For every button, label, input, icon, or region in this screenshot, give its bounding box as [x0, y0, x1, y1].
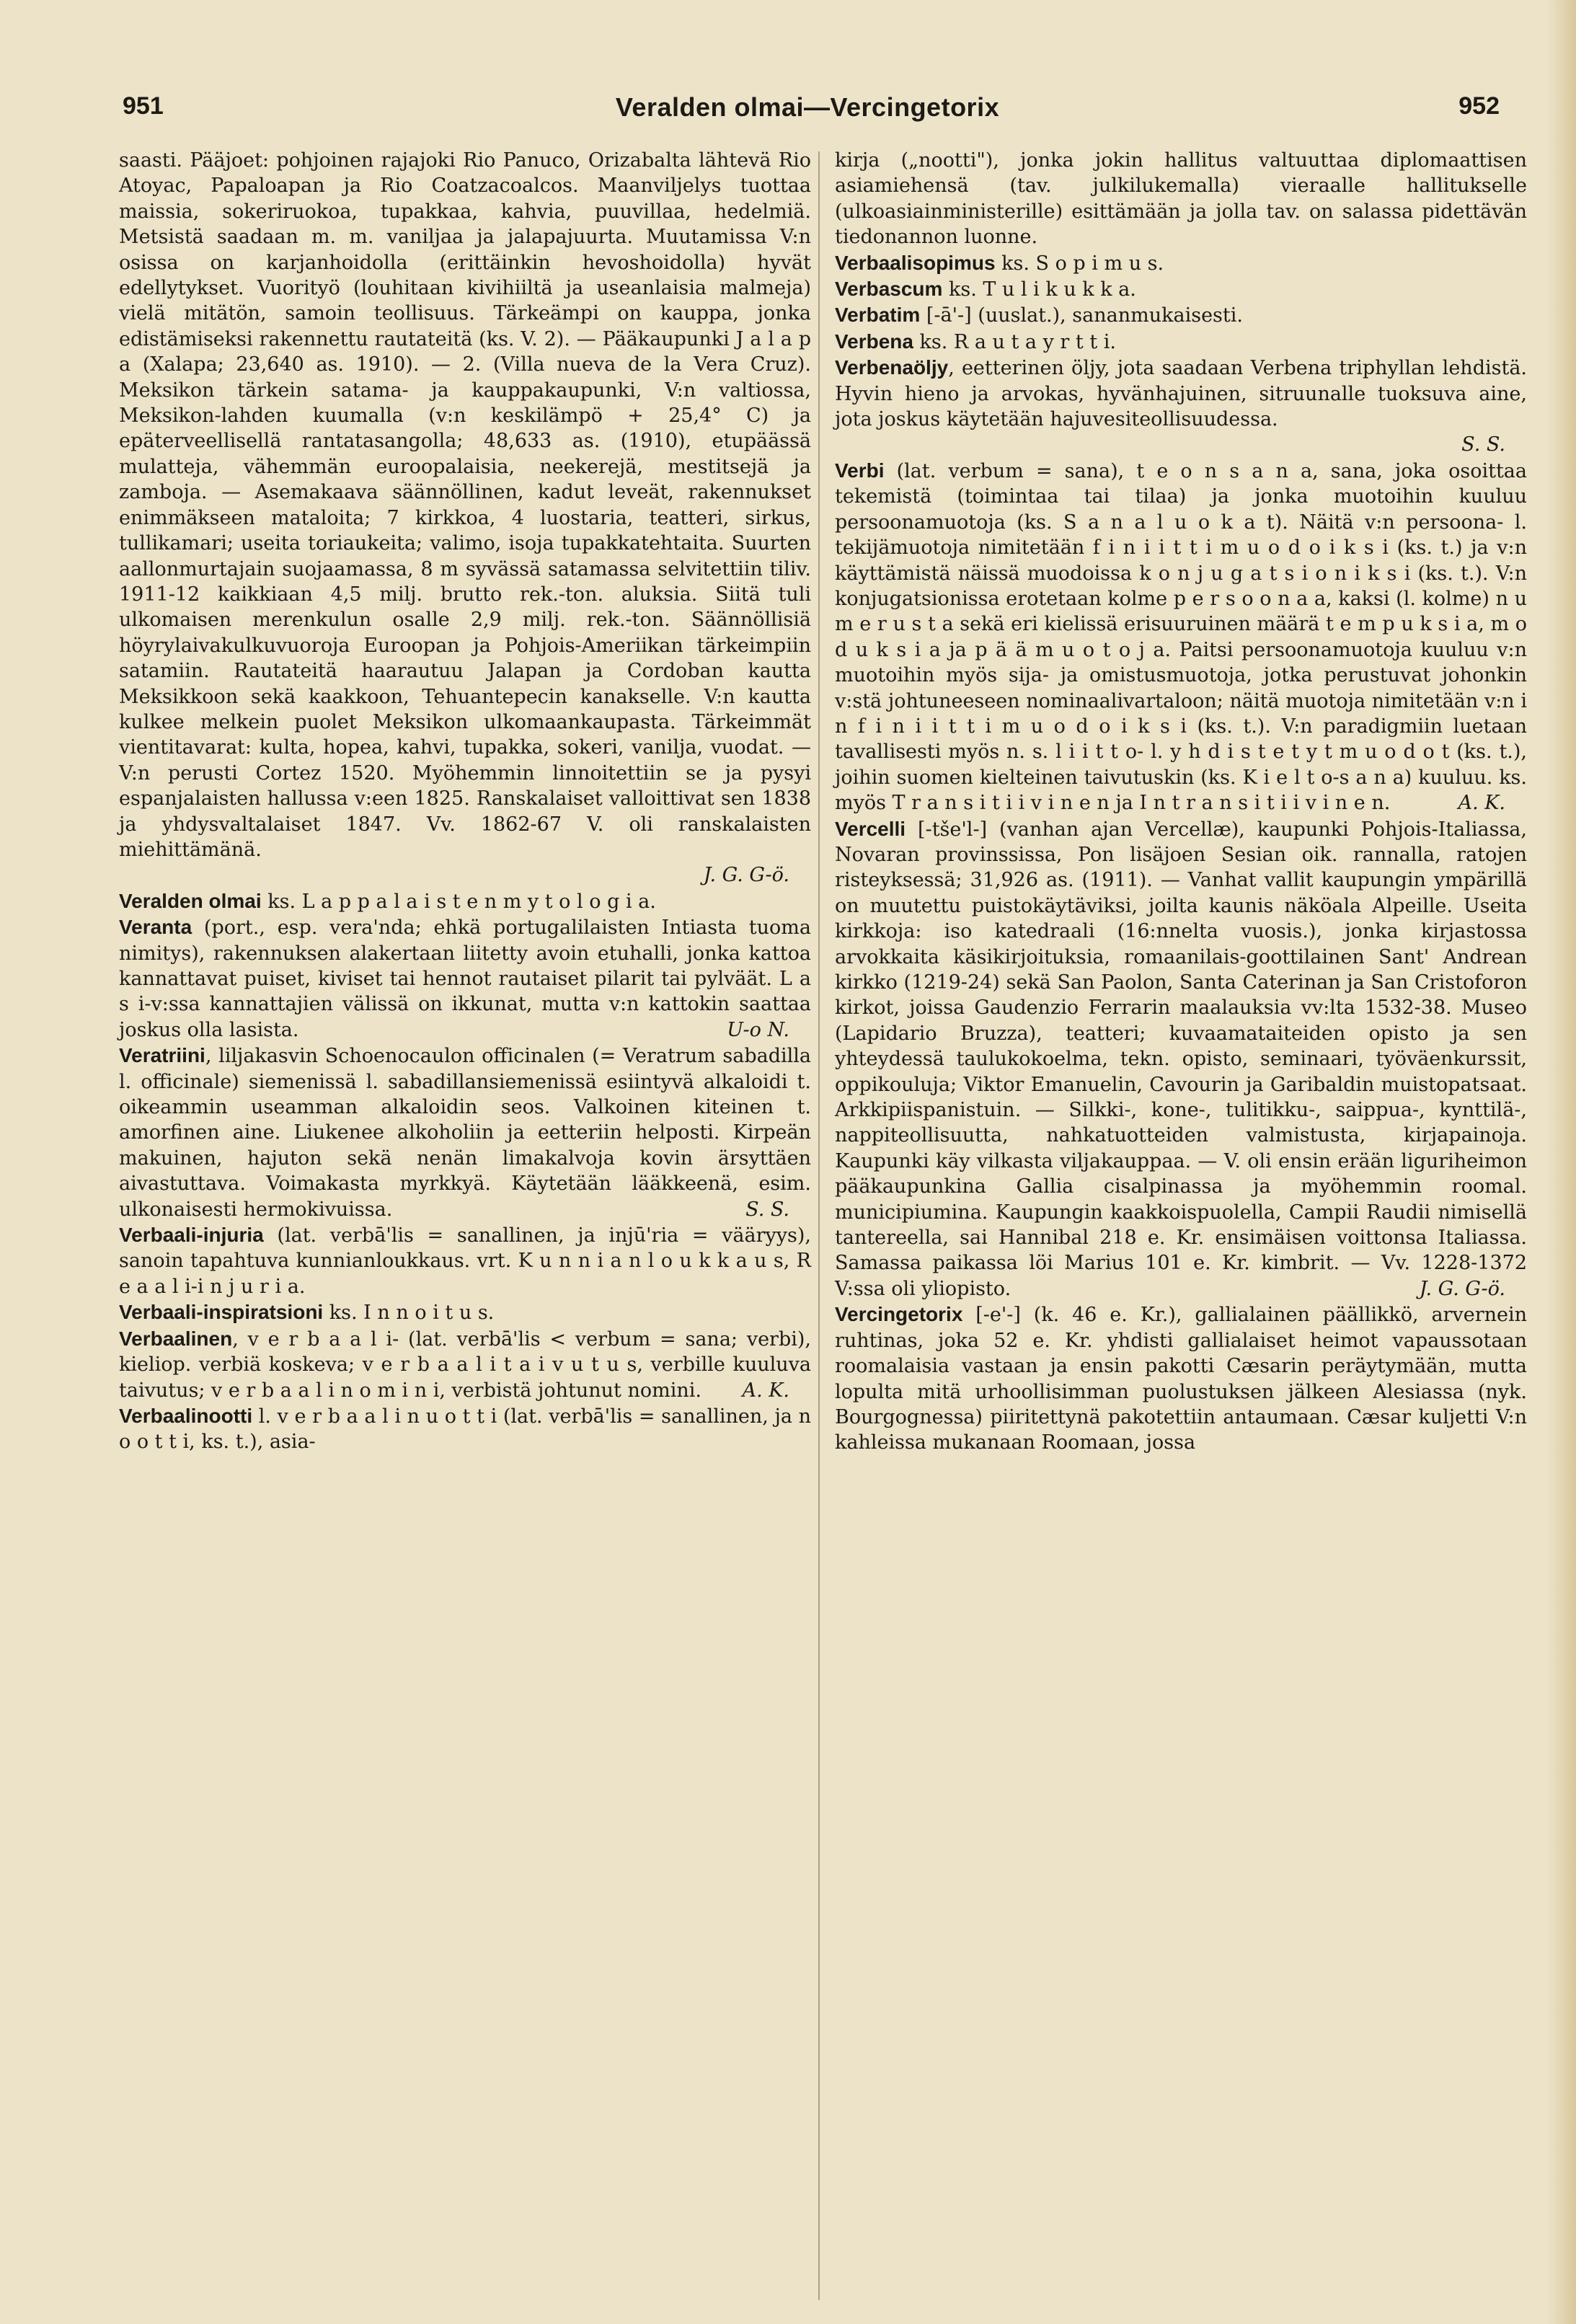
entry [119, 1299, 811, 1325]
entry-headword: Verbaalinootti [119, 1404, 253, 1427]
entry [835, 250, 1527, 276]
entry [119, 1326, 811, 1403]
column-divider [818, 151, 820, 2300]
entry-text: (lat. verbā'lis = sanallinen, ja injū'ria = vääryys), sanoin tapahtuva kunnianloukkaus. vrt. K u n n i a n l o u k k a u s, R e a a l i-i n j u r i a. [119, 1224, 811, 1298]
entry-text: , liljakasvin Schoenocaulon officinalen (= Veratrum sabadilla l. officinale) siemenissä l. sabadillansiemenissä esiintyvä alkaloidi t. oikeammin useamman alkaloidin seos. Valkoinen kiteinen t. amorfinen aine. Liukenee alkoholiin ja eetteriin helposti. Kirpeän makuinen, hajuton sekä nenän limakalvoja kovin ärsyttäen aivastuttava. Voimakasta myrkkyä. Käytetään lääkkeenä, esim. ulkonaisesti hermokivuissa. [119, 1045, 811, 1221]
entry-text: ks. S o p i m u s. [995, 252, 1164, 275]
signature: J. G. G-ö. [1419, 1277, 1505, 1300]
entry [835, 302, 1527, 328]
entry-continuation [119, 148, 811, 888]
signature: A. K. [742, 1379, 789, 1402]
entry-headword: Verbaalisopimus [835, 251, 996, 274]
left-column [119, 148, 811, 1455]
entry-headword: Verbena [835, 330, 913, 353]
page-number-left: 951 [123, 92, 164, 120]
page-number-right: 952 [1458, 92, 1500, 120]
entry [119, 1222, 811, 1299]
entry-headword: Verbaali-inspiratsioni [119, 1301, 324, 1324]
entry-headword: Veranta [119, 916, 192, 939]
entry-headword: Verbascum [835, 278, 943, 301]
entry-headword: Vercelli [835, 817, 906, 840]
entry-text: , eetterinen öljy, jota saadaan Verbena triphyllan lehdistä. Hyvin hieno ja arvokas, hyvänhajuinen, sitruunalle tuoksuva aine, jota joskus käytetään hajuvesiteollisuudessa. [835, 357, 1527, 431]
entry-text: [-e'-] (k. 46 e. Kr.), gallialainen päällikkö, arvernein ruhtinas, joka 52 e. Kr. yhdisti gallialaiset heimot vapaussotaan roomalaisia vastaan ja ensin pakotti Cæsarin peräytymään, mutta lopulta mitä urhoollisimman puolustuksen jälkeen Alesiassa (nyk. Bourgognessa) piiritettynä pakotettiin antaumaan. Cæsar kuljetti V:n kahleissa mukanaan Roomaan, jossa [835, 1304, 1527, 1454]
entry-text: (lat. verbum = sana), t e o n s a n a, sana, joka osoittaa tekemistä (toimintaa tai tilaa) ja jonka muotoihin kuuluu persoonamuotoja (ks. S a n a l u o k a t). Näitä v:n persoona- l. tekijämuotoja nimitetään f i n i i t t i m u o d o i k s i (ks. t.) ja v:n käyttämistä näissä muodoissa k o n j u g a t s i o n i k s i (ks. t.). V:n konjugatsionissa erotetaan kolme p e r s o o n a a, kaksi (l. kolme) n u m e r u s t a sekä eri kielissä erisuuruinen määrä t e m p u k s i a, m o d u k s i a ja p ä ä m u o t o j a. Paitsi persoonamuotoja kuuluu v:n muotoihin myös sija- ja omistusmuotoja, jotka perustuvat johonkin v:stä johtuneeseen nominaalivartaloon; näitä muotoja nimitetään v:n i n f i n i i t t i m u o d o i k s i (ks. t.). V:n paradigmiin luetaan tavallisesti myös n. s. l i i t t o- l. y h d i s t e t y t m u o d o t (ks. t.), joihin suomen kielteinen taivutuskin (ks. K i e l t o-s a n a) kuuluu. ks. myös T r a n s i t i i v i n e n ja I n t r a n s i t i i v i n e n. [835, 459, 1527, 815]
entry [119, 888, 811, 914]
entry-headword: Vercingetorix [835, 1303, 963, 1326]
entry-headword: Verbatim [835, 304, 921, 327]
entry-text: l. v e r b a a l i n u o t t i (lat. verbā'lis = sanallinen, ja n o o t t i, ks. t.), asia- [119, 1405, 811, 1454]
signature: J. G. G-ö. [703, 864, 789, 887]
page-edge [1547, 0, 1576, 2324]
running-title: Veralden olmai—Vercingetorix [615, 92, 1000, 122]
entry-headword: Verbenaöljy [835, 356, 949, 379]
entry [835, 276, 1527, 302]
entry [835, 816, 1527, 1302]
signature: U-o N. [727, 1018, 789, 1041]
entry-headword: Verbaalinen [119, 1327, 233, 1350]
signature: A. K. [1458, 792, 1505, 815]
entry [835, 1302, 1527, 1455]
entry [835, 458, 1527, 816]
entry-text: [-ā'-] (uuslat.), sananmukaisesti. [920, 304, 1243, 327]
entry-text: ks. I n n o i t u s. [323, 1302, 495, 1325]
entry-headword: Veralden olmai [119, 889, 262, 912]
entry [119, 914, 811, 1043]
entry-text: saasti. Pääjoet: pohjoinen rajajoki Rio Panuco, Orizabalta lähtevä Rio Atoyac, Papaloapan ja Rio Coatzacoalcos. Maanviljelys tuottaa maissia, sokeriruokoa, tupakkaa, kahvia, puuvillaa, hedelmiä. Metsistä saadaan m. m. vaniljaa ja jalapajuurta. Muutamissa V:n osissa on karjanhoidolla (erittäinkin hevoshoidolla) hyvät edellytykset. Vuorityö (louhitaan kivihiiltä ja useanlaisia malmeja) vielä mitätön, samoin teollisuus. Tärkeämpi on kauppa, jonka edistämiseksi rakennettu rautateitä (ks. V. 2). — Pääkaupunki J a l a p a (Xalapa; 23,640 as. 1910). — 2. (Villa nueva de la Vera Cruz). Meksikon tärkein satama- ja kauppakaupunki, V:n valtiossa, Meksikon-lahden kuumalla (v:n keskilämpö + 25,4° C) ja epäterveellisellä rantatasangolla; 48,633 as. (1910), etupäässä mulatteja, vähemmän euroopalaisia, neekerejä, mestitsejä ja zamboja. — Asemakaava säännöllinen, kadut leveät, rakennukset enimmäkseen mataloita; 7 kirkkoa, 4 luostaria, teatteri, sirkus, tullikamari; useita toriaukeita; valimo, isoja tupakkatehtaita. Suurten aallonmurtajain suojaamassa, 8 m syvässä satamassa selvitettiin tiliv. 1911-12 kaikkiaan 4,5 milj. brutto rek.-ton. aluksia. Siitä tuli ulkomaisen merenkulun osalle 2,9 milj. rek.-ton. Säännöllisiä höyrylaivakulkuvuoroja Euroopan ja Pohjois-Ameriikan tärkeimpiin satamiin. Rautateitä haarautuu Jalapan ja Cordoban kautta Meksikkoon sekä kaakkoon, Tehuantepecin kanakselle. V:n kautta kulkee melkein puolet Meksikon ulkomaankaupasta. Tärkeimmät vientitavarat: kulta, hopea, kahvi, tupakka, sokeri, vanilja, vuodat. — V:n perusti Cortez 1520. Myöhemmin linnoitettiin se ja pysyi espanjalaisten hallussa v:een 1825. Ranskalaiset valloittivat sen 1838 ja yhdysvaltalaiset 1847. Vv. 1862-67 V. oli ranskalaisten miehittämänä. [119, 149, 811, 861]
entry-text: ks. T u l i k u k k a. [942, 278, 1136, 301]
entry [835, 355, 1527, 458]
signature: S. S. [745, 1198, 789, 1221]
entry [119, 1043, 811, 1222]
entry-text: ks. R a u t a y r t t i. [913, 330, 1117, 353]
entry-text: ks. L a p p a l a i s t e n m y t o l o g i a. [261, 890, 656, 913]
entry-text: [-tše'l-] (vanhan ajan Vercellæ), kaupunki Pohjois-Italiassa, Novaran provinssissa, Pon lisäjoen Sesian oik. rannalla, ratojen risteyksessä; 31,926 as. (1911). — Vanhat vallit kaupungin ympärillä on muutettu puistokäytäviksi, joilta kaunis näköala Alpeille. Useita kirkkoja: iso katedraali (16:nnelta vuosis.), jonka kirjastossa arvokkaita käsikirjoituksia, romaanilais-goottilainen Sant' Andrean kirkko (1219-24) sekä San Paolon, Santa Caterinan ja San Cristoforon kirkot, joissa Gaudenzio Ferrarin maalauksia vv:lta 1532-38. Museo (Lapidario Bruzza), teatteri; kuvaamataiteiden opisto ja sen yhteydessä taulukokoelma, tekn. opisto, seminaari, työväenkurssit, oppikouluja; Viktor Emanuelin, Cavourin ja Garibaldin muistopatsaat. Arkkipiispanistuin. — Silkki-, kone-, tulitikku-, saippua-, kynttilä-, nappiteollisuutta, nahkatuotteiden valmistusta, kirjapainoja. Kaupunki käy vilkasta viljakauppaa. — V. oli ensin erään liguriheimon pääkaupunkina Gallia cisalpinassa ja myöhemmin roomal. municipiumina. Kaupungin kaakkoispuolella, Campii Raudii nimisellä tantereella, sai Hannibal 218 e. Kr. ensimäisen voittonsa Italiassa. Samassa paikassa löi Marius 101 e. Kr. kimbrit. — Vv. 1228-1372 V:ssa oli yliopisto. [835, 818, 1527, 1300]
entry [119, 1403, 811, 1455]
entry-headword: Verbi [835, 459, 885, 482]
signature: S. S. [1461, 433, 1505, 456]
entry-text: (port., esp. vera'nda; ehkä portugalilaisten Intiasta tuoma nimitys), rakennuksen alakertaan liitetty avoin etuhalli, jonka kattoa kannattavat puiset, kiviset tai hennot rautaiset pilarit tai pylväät. L a s i-v:ssa kannattajien välissä on ikkunat, mutta v:n kattokin saattaa joskus olla lasista. [119, 916, 811, 1041]
page-header [115, 92, 1500, 136]
entry-text: , v e r b a a l i- (lat. verbā'lis < verbum = sana; verbi), kieliop. verbiä koskeva; v e r b a a l i t a i v u t u s, verbille kuuluva taivutus; v e r b a a l i n o m i n i, verbistä johtunut nomini. [119, 1327, 811, 1402]
entry [835, 329, 1527, 355]
entry-headword: Verbaali-injuria [119, 1224, 264, 1247]
right-column [835, 148, 1527, 1456]
entry-headword: Veratriini [119, 1044, 205, 1067]
entry-text: kirja („nootti"), jonka jokin hallitus valtuuttaa diplomaattisen asiamiehensä (tav. julkilukemalla) vieraalle hallitukselle (ulkoasiainministerille) esittämään ja jolla tav. on salassa pidettävän tiedonannon luonne. [835, 149, 1527, 249]
entry-continuation [835, 148, 1527, 250]
